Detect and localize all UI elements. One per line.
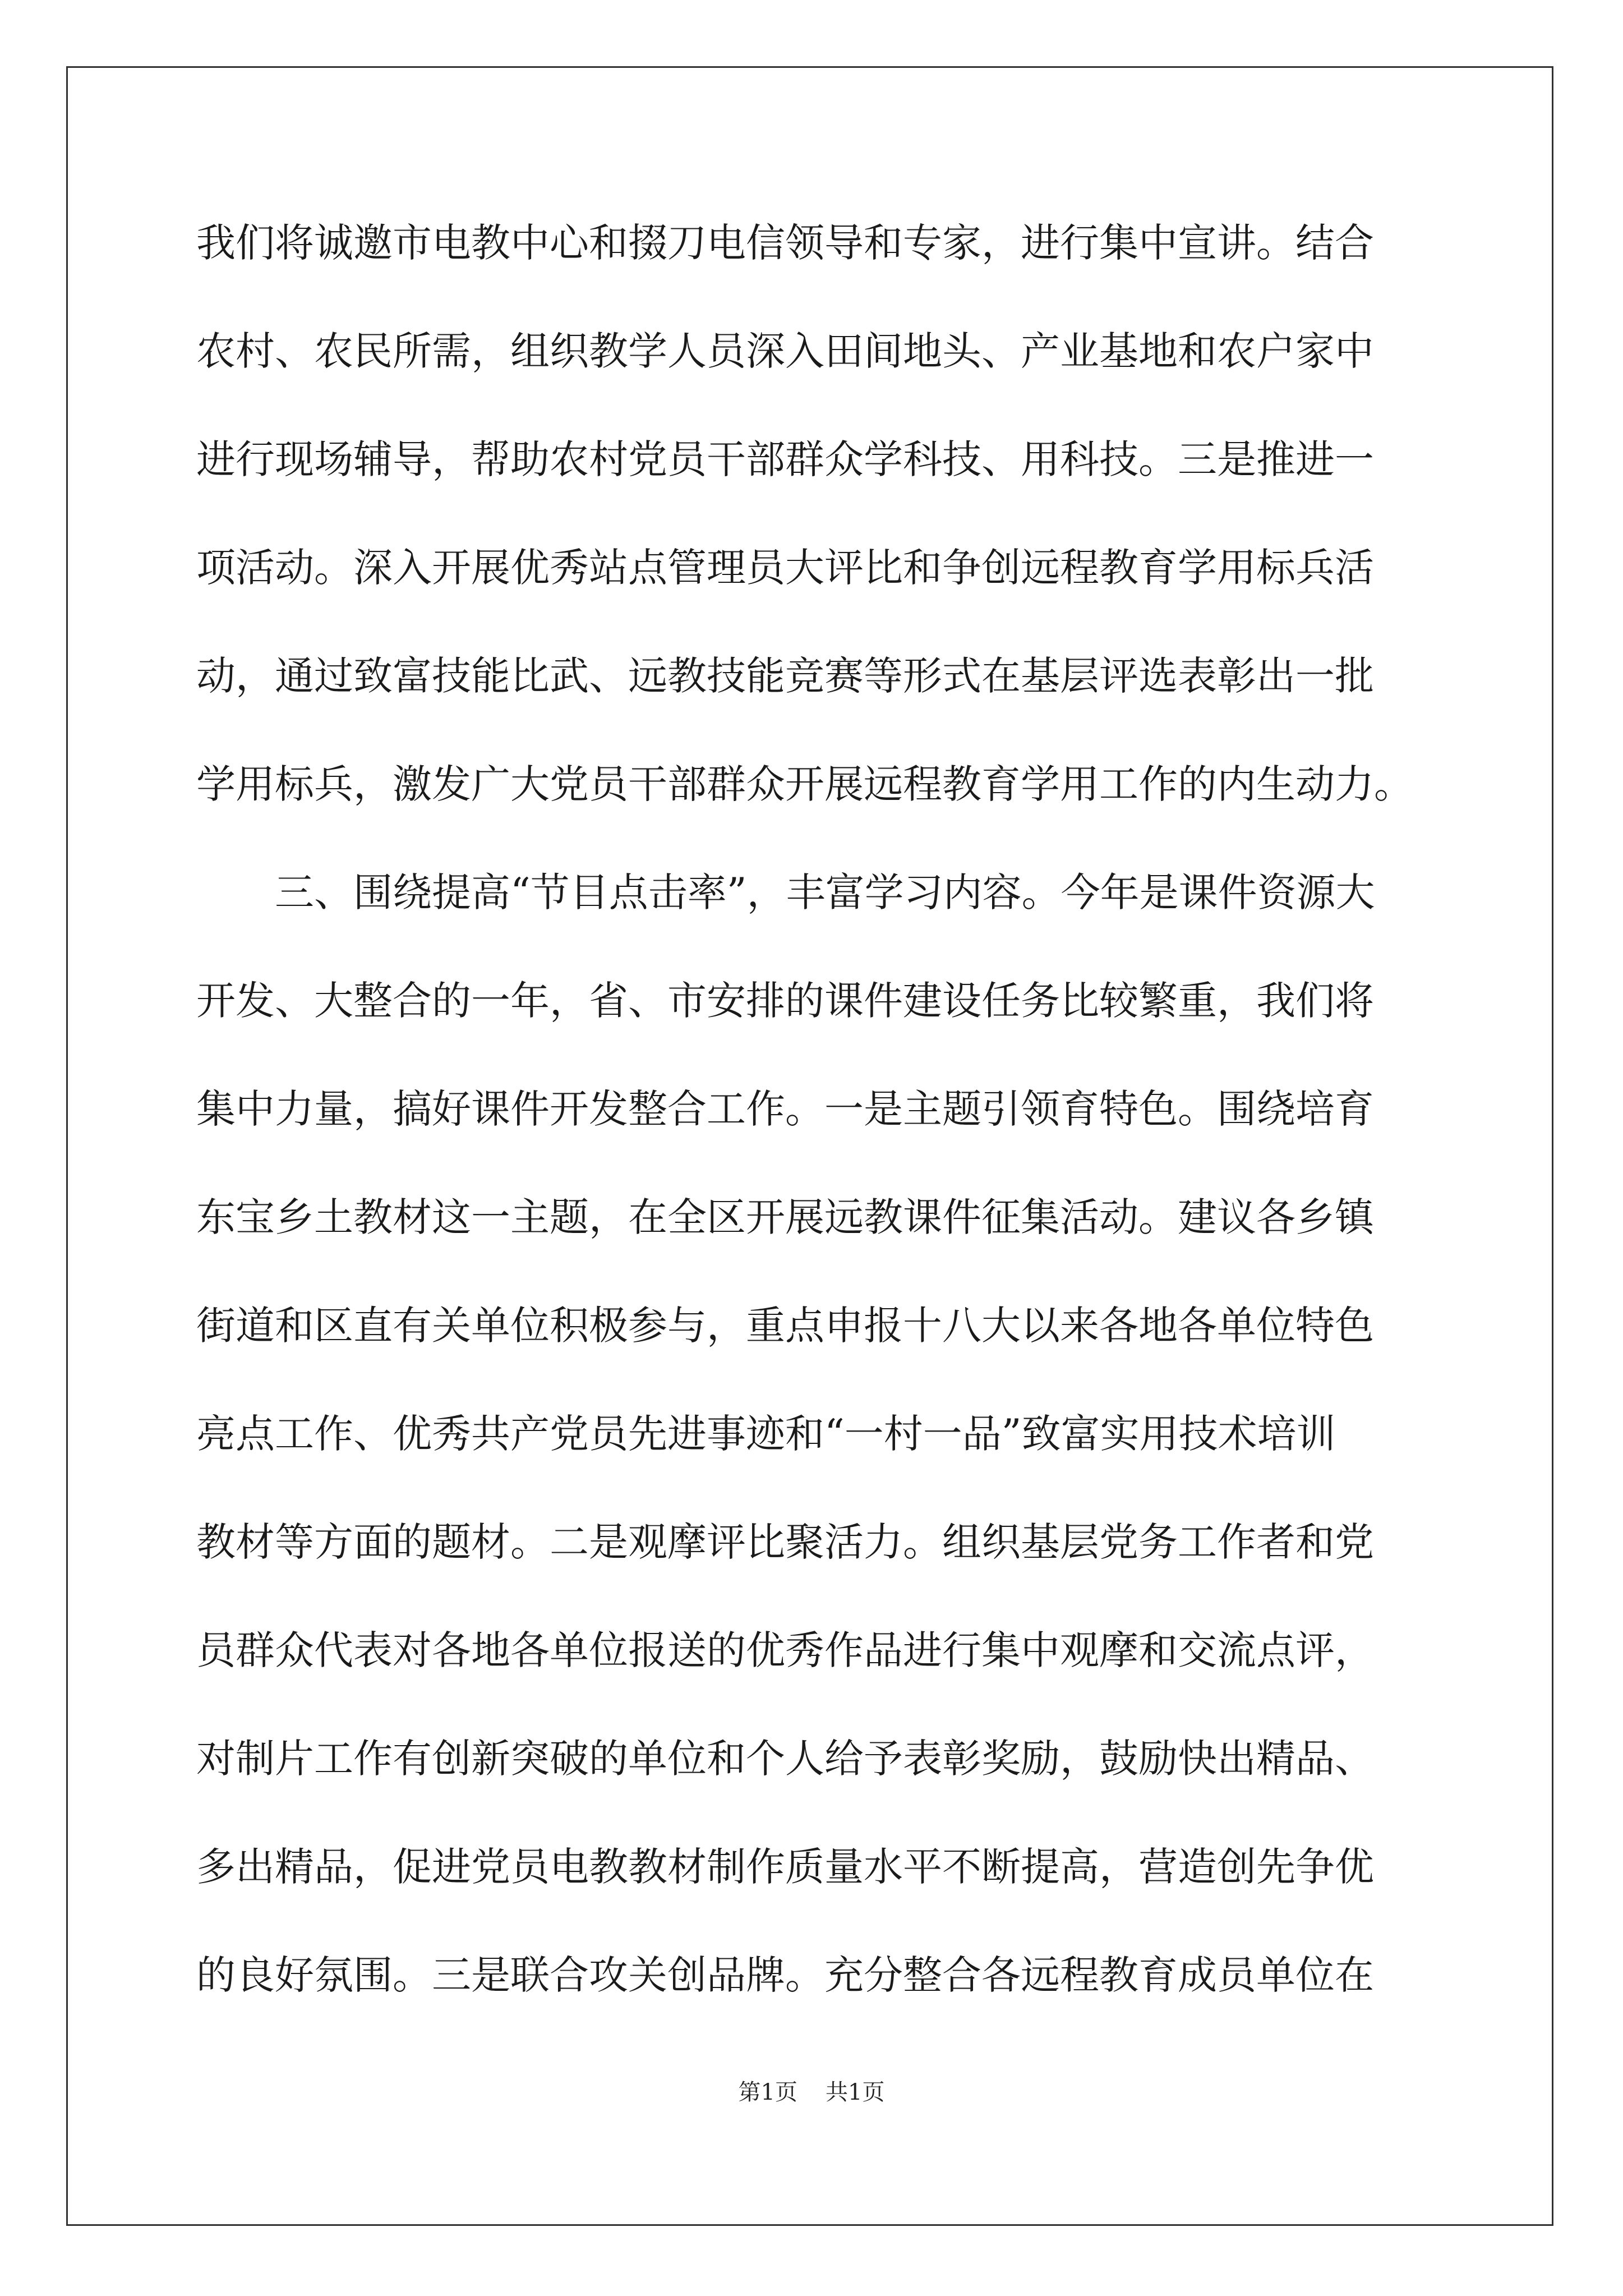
text-line-7: 三、围绕提高“节目点击率”，丰富学习内容。今年是课件资源大 — [275, 869, 1375, 915]
text-line-5: 动，通过致富技能比武、远教技能竞赛等形式在基层评选表彰出一批 — [196, 653, 1374, 699]
text-line-12: 亮点工作、优秀共产党员先进事迹和“一村一品”致富实用技术培训 — [196, 1411, 1336, 1457]
text-line-10: 东宝乡土教材这一主题，在全区开展远教课件征集活动。建议各乡镇 — [196, 1194, 1374, 1240]
text-line-1: 我们将诚邀市电教中心和掇刀电信领导和专家，进行集中宣讲。结合 — [196, 220, 1374, 266]
text-line-16: 多出精品，促进党员电教教材制作质量水平不断提高，营造创先争优 — [196, 1844, 1374, 1890]
text-line-2: 农村、农民所需，组织教学人员深入田间地头、产业基地和农户家中 — [196, 328, 1374, 374]
text-line-11: 街道和区直有关单位积极参与，重点申报十八大以来各地各单位特色 — [196, 1303, 1374, 1349]
text-line-15: 对制片工作有创新突破的单位和个人给予表彰奖励，鼓励快出精品、 — [196, 1736, 1374, 1782]
page-border — [66, 66, 1553, 2226]
text-line-14: 员群众代表对各地各单位报送的优秀作品进行集中观摩和交流点评， — [196, 1627, 1374, 1673]
text-line-6: 学用标兵，激发广大党员干部群众开展远程教育学用工作的内生动力。 — [196, 761, 1413, 807]
page-footer — [0, 2076, 1623, 2109]
text-line-17: 的良好氛围。三是联合攻关创品牌。充分整合各远程教育成员单位在 — [196, 1952, 1374, 1998]
text-line-8: 开发、大整合的一年，省、市安排的课件建设任务比较繁重，我们将 — [196, 978, 1374, 1024]
text-line-3: 进行现场辅导，帮助农村党员干部群众学科技、用科技。三是推进一 — [196, 436, 1374, 482]
text-line-4: 项活动。深入开展优秀站点管理员大评比和争创远程教育学用标兵活 — [196, 545, 1374, 591]
text-line-13: 教材等方面的题材。二是观摩评比聚活力。组织基层党务工作者和党 — [196, 1519, 1374, 1565]
text-line-9: 集中力量，搞好课件开发整合工作。一是主题引领育特色。围绕培育 — [196, 1086, 1374, 1132]
page-total: 共1页 — [826, 2079, 885, 2105]
page-number: 第1页 — [738, 2079, 797, 2105]
